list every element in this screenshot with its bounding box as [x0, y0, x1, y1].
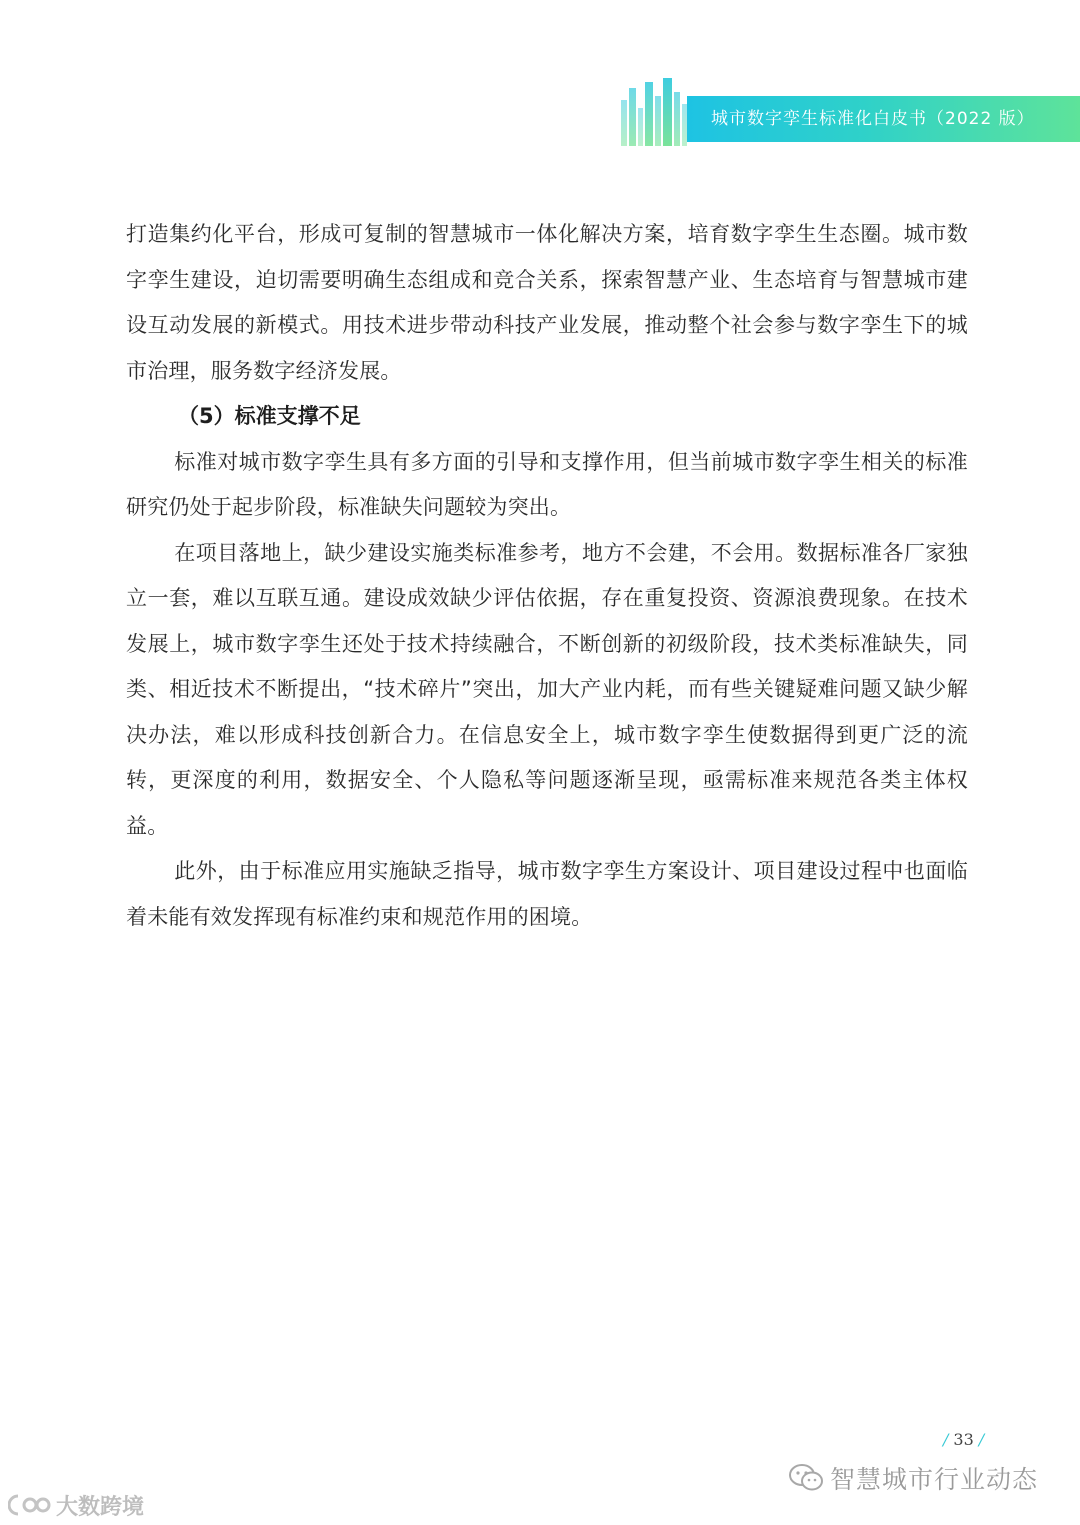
page-number-value: 33 — [953, 1430, 974, 1449]
watermark-right-text: 智慧城市行业动态 — [830, 1465, 1039, 1494]
watermark-left-text: 大数跨境 — [56, 1494, 145, 1520]
header-title: 城市数字孪生标准化白皮书（2022 版） — [711, 109, 1035, 129]
header-banner — [615, 78, 1080, 146]
brand-logo-icon — [8, 1492, 52, 1518]
watermark-right — [788, 1460, 1038, 1496]
page-number: / 33 / — [943, 1430, 985, 1449]
paragraph-1: 打造集约化平台，形成可复制的智慧城市一体化解决方案，培育数字孪生生态圈。城市数字孪生建设，迫切需要明确生态组成和竞合关系，探索智慧产业、生态培育与智慧城市建设互动发展的新模式。用技术进步带动科技产业发展，推动整个社会参与数字孪生下的城市治理，服务数字经济发展。 — [126, 222, 968, 383]
paragraph-2: 标准对城市数字孪生具有多方面的引导和支撑作用，但当前城市数字孪生相关的标准研究仍处于起步阶段，标准缺失问题较为突出。 — [126, 449, 968, 519]
wechat-icon — [788, 1463, 824, 1493]
document-body — [126, 212, 968, 940]
paragraph-3: 在项目落地上，缺少建设实施类标准参考，地方不会建，不会用。数据标准各厂家独立一套，难以互联互通。建设成效缺少评估依据，存在重复投资、资源浪费现象。在技术发展上，城市数字孪生还处于技术持续融合，不断创新的初级阶段，技术类标准缺失，同类、相近技术不断提出，“技术碎片”突出，加大产业内耗，而有些关键疑难问题又缺少解决办法，难以形成科技创新合力。在信息安全上，城市数字孪生使数据得到更广泛的流转，更深度的利用，数据安全、个人隐私等问题逐渐呈现，亟需标准来规范各类主体权益。 — [126, 540, 968, 838]
section-heading: （5）标准支撑不足 — [178, 404, 361, 428]
watermark-left — [8, 1490, 144, 1520]
paragraph-4: 此外，由于标准应用实施缺乏指导，城市数字孪生方案设计、项目建设过程中也面临着未能有效发挥现有标准约束和规范作用的困境。 — [126, 859, 968, 929]
